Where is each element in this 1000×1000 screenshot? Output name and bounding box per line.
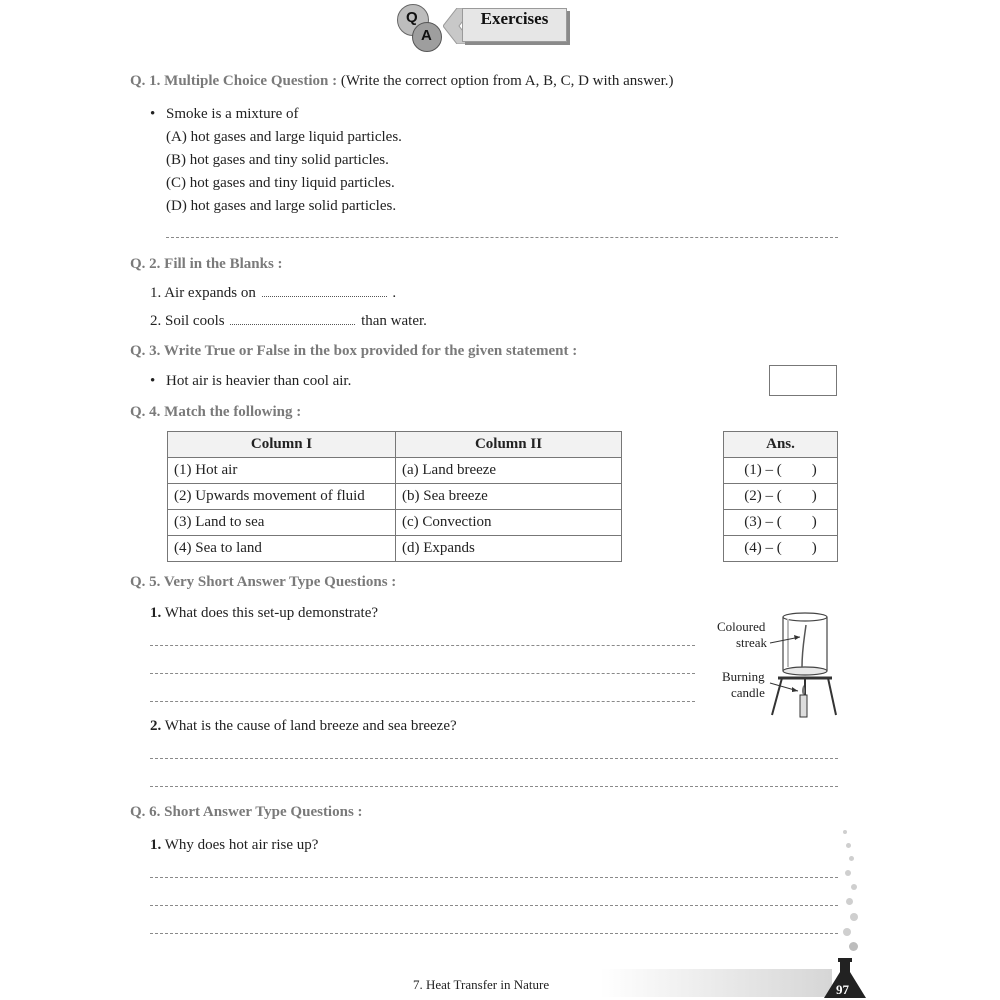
footer-gradient-bar	[600, 969, 832, 997]
page-title: Exercises	[480, 9, 549, 28]
table-header-row	[168, 432, 622, 458]
page-number: 97	[836, 982, 849, 997]
bullet: •	[150, 373, 156, 389]
table-row	[168, 536, 622, 562]
q1-heading	[130, 73, 673, 90]
column-header: Column II	[396, 432, 622, 458]
q1-option: (A) hot gases and large liquid particles.	[166, 129, 402, 145]
decorative-bubble	[843, 928, 851, 936]
answer-line[interactable]	[150, 673, 695, 674]
q4-label: Q. 4. Match the following :	[130, 404, 302, 420]
decorative-bubble	[851, 884, 857, 890]
q3-label: Q. 3. Write True or False in the box provided for the given statement :	[130, 343, 578, 359]
decorative-bubble	[846, 843, 851, 848]
decorative-bubble	[850, 913, 858, 921]
decorative-bubble	[846, 898, 853, 905]
table-cell: (b) Sea breeze	[396, 484, 622, 510]
table-cell: (2) Upwards movement of fluid	[168, 484, 396, 510]
footer-chapter: 7. Heat Transfer in Nature	[413, 977, 550, 992]
table-cell: (d) Expands	[396, 536, 622, 562]
decorative-bubble	[849, 942, 858, 951]
table-row	[724, 536, 838, 562]
answer-line[interactable]	[150, 933, 838, 934]
q2-item-2: 2. Soil cools than water.	[150, 313, 427, 329]
qa-bubbles-icon: Q A	[397, 4, 443, 50]
table-row	[168, 510, 622, 536]
beaker-on-stand-icon	[710, 605, 845, 720]
q6-question-1: 1. Why does hot air rise up?	[150, 837, 319, 853]
answer-line[interactable]	[150, 877, 838, 878]
answer-cell[interactable]: (1) – ( )	[724, 458, 838, 484]
table-row	[724, 510, 838, 536]
bullet: •	[150, 106, 156, 122]
column-header: Column I	[168, 432, 396, 458]
answer-cell[interactable]: (4) – ( )	[724, 536, 838, 562]
table-row	[724, 484, 838, 510]
table-row	[168, 484, 622, 510]
q1-note: (Write the correct option from A, B, C, D with answer.)	[340, 73, 674, 89]
q3-statement: • Hot air is heavier than cool air.	[150, 373, 352, 389]
q5-question-1: 1. What does this set-up demonstrate?	[150, 605, 379, 621]
answer-line[interactable]	[150, 786, 838, 787]
q1-label: Q. 1. Multiple Choice Question :	[130, 73, 338, 89]
decorative-bubble	[843, 830, 847, 834]
q1-option: (C) hot gases and tiny liquid particles.	[166, 175, 395, 191]
q2-item-1: 1. Air expands on .	[150, 285, 397, 301]
q2-label: Q. 2. Fill in the Blanks :	[130, 256, 283, 272]
q5-question-2: 2. What is the cause of land breeze and sea breeze?	[150, 718, 457, 734]
table-cell: (c) Convection	[396, 510, 622, 536]
q1-option: (D) hot gases and large solid particles.	[166, 198, 397, 214]
exercises-title-box	[462, 8, 567, 42]
blank-field[interactable]	[262, 286, 387, 297]
q1-stem: • Smoke is a mixture of	[150, 106, 299, 122]
answer-line[interactable]	[150, 758, 838, 759]
q5-label: Q. 5. Very Short Answer Type Questions :	[130, 574, 397, 590]
convection-setup-figure: Coloured streak Burning candle	[710, 605, 845, 720]
q1-option: (B) hot gases and tiny solid particles.	[166, 152, 389, 168]
table-cell: (1) Hot air	[168, 458, 396, 484]
decorative-bubble	[849, 856, 854, 861]
answer-line[interactable]	[150, 701, 695, 702]
answer-table	[723, 431, 838, 562]
match-table	[167, 431, 622, 562]
answer-cell[interactable]: (3) – ( )	[724, 510, 838, 536]
table-row	[724, 458, 838, 484]
answer-cell[interactable]: (2) – ( )	[724, 484, 838, 510]
q6-label: Q. 6. Short Answer Type Questions :	[130, 804, 363, 820]
blank-field[interactable]	[230, 314, 355, 325]
answer-line[interactable]	[166, 237, 838, 238]
column-header: Ans.	[724, 432, 838, 458]
answer-line[interactable]	[150, 645, 695, 646]
decorative-bubble	[845, 870, 851, 876]
table-cell: (a) Land breeze	[396, 458, 622, 484]
table-header-row	[724, 432, 838, 458]
answer-line[interactable]	[150, 905, 838, 906]
true-false-box[interactable]	[769, 365, 837, 396]
table-cell: (4) Sea to land	[168, 536, 396, 562]
table-row	[168, 458, 622, 484]
table-cell: (3) Land to sea	[168, 510, 396, 536]
